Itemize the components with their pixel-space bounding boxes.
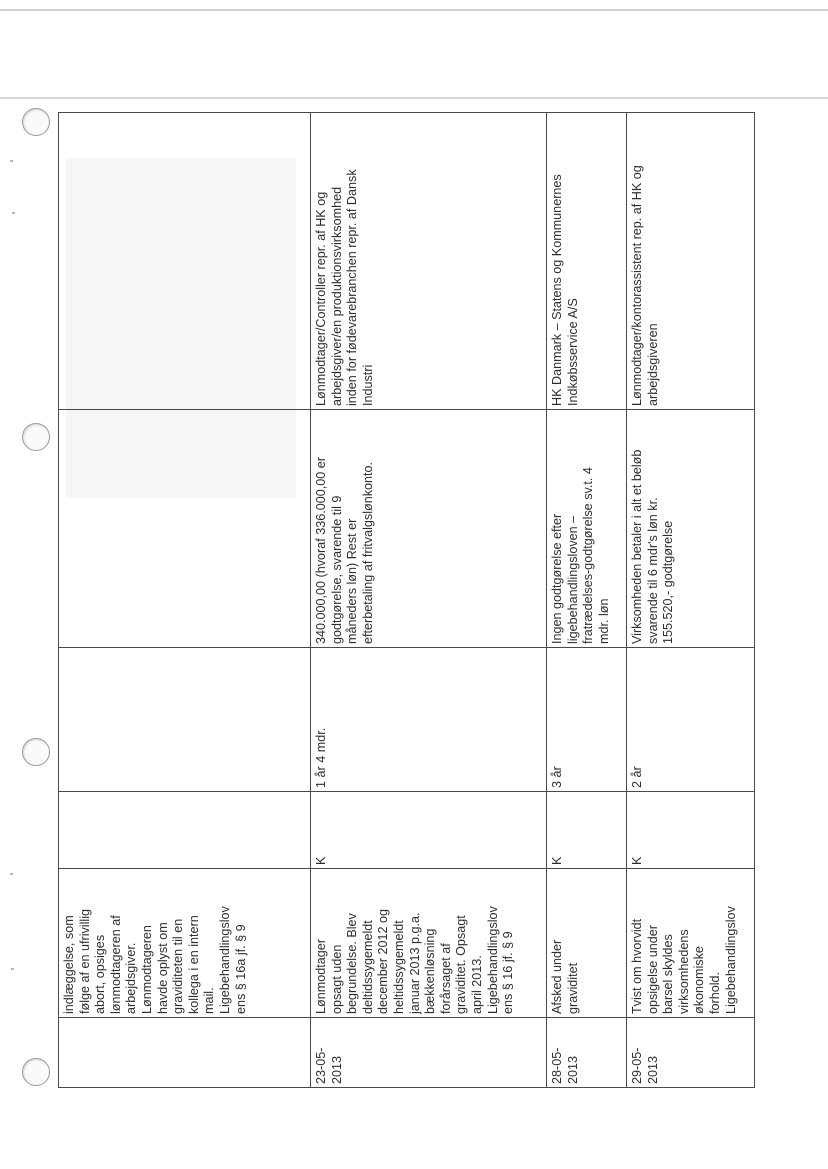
cell-description: Lønmodtager opsagt uden begrundelse. Blev deltidssygemeldt december 2012 og heltidssygemeldt januar 2013 p.g.a. bækkenløsning forårsaget af graviditet. Opsagt april 2013. Ligebehandlingslov ens § 16 jf. § 9 [314, 906, 516, 1014]
table-grid [58, 112, 755, 1088]
cell-description: Tvist om hvorvidt opsigelse under barsel skyldes virksomhedens økonomiske forhold. Ligebehandlingslov [630, 906, 738, 1014]
cell-date: 28-05- 2013 [550, 1047, 580, 1084]
cell-type: K [630, 856, 644, 865]
punch-hole [22, 108, 50, 136]
scan-speck [10, 873, 13, 875]
cell-date: 23-05- 2013 [314, 1047, 344, 1084]
cell-duration: 2 år [630, 766, 644, 788]
cell-type: K [314, 856, 328, 865]
cell-outcome: Ingen godtgørelse efter ligebehandlingsloven – fratrædelses-godtgørelse sv.t. 4 mdr. løn [550, 467, 611, 644]
cell-outcome: Virksomheden betaler i alt et beløb svarende til 6 mdr's løn kr. 155.520,- godtgørelse [630, 449, 676, 644]
punch-hole [22, 423, 50, 451]
cell-type: K [550, 856, 564, 865]
scan-fold-line [0, 97, 828, 99]
cell-outcome [62, 412, 306, 644]
cell-description: indlæggelse, som følge af en ufrivillig abort, opsiges lønmodtageren af arbejdsgiver. Lønmodtageren havde oplyst om graviditeten til en kollega i en intern mail. Ligebehandlingslov ens § 16a jf. § 9 [62, 906, 248, 1014]
punch-hole [22, 1058, 50, 1086]
cell-date [62, 1022, 306, 1084]
cell-date: 29-05- 2013 [630, 1047, 660, 1084]
cell-description: Afsked under graviditet [550, 939, 580, 1014]
cell-parties: HK Danmark – Statens og Kommunernes Indkøbsservice A/S [550, 174, 580, 406]
cell-parties: Lønmodtager/Controller repr. af HK og arbejdsgiver/en produktionsvirksomhed inden for fødevarebranchen repr. af Dansk Industri [314, 169, 375, 406]
cell-parties [62, 116, 306, 406]
scan-speck [11, 968, 14, 970]
scan-top-edge [0, 9, 828, 11]
cell-duration: 3 år [550, 766, 564, 788]
cell-outcome: 340.000,00 (hvoraf 336.000,00 er godtgørelse, svarende til 9 måneders løn) Rest er efterbetaling af fritvalgslønkonto. [314, 457, 375, 644]
cell-duration [62, 650, 306, 788]
scan-speck [10, 160, 13, 162]
cell-duration: 1 år 4 mdr. [314, 727, 328, 788]
cell-type [62, 795, 306, 865]
cell-parties: Lønmodtager/kontorassistent rep. af HK og arbejdsgiveren [630, 165, 660, 406]
rotated-case-table [58, 112, 755, 1088]
punch-hole [22, 738, 50, 766]
scan-speck [12, 212, 15, 214]
